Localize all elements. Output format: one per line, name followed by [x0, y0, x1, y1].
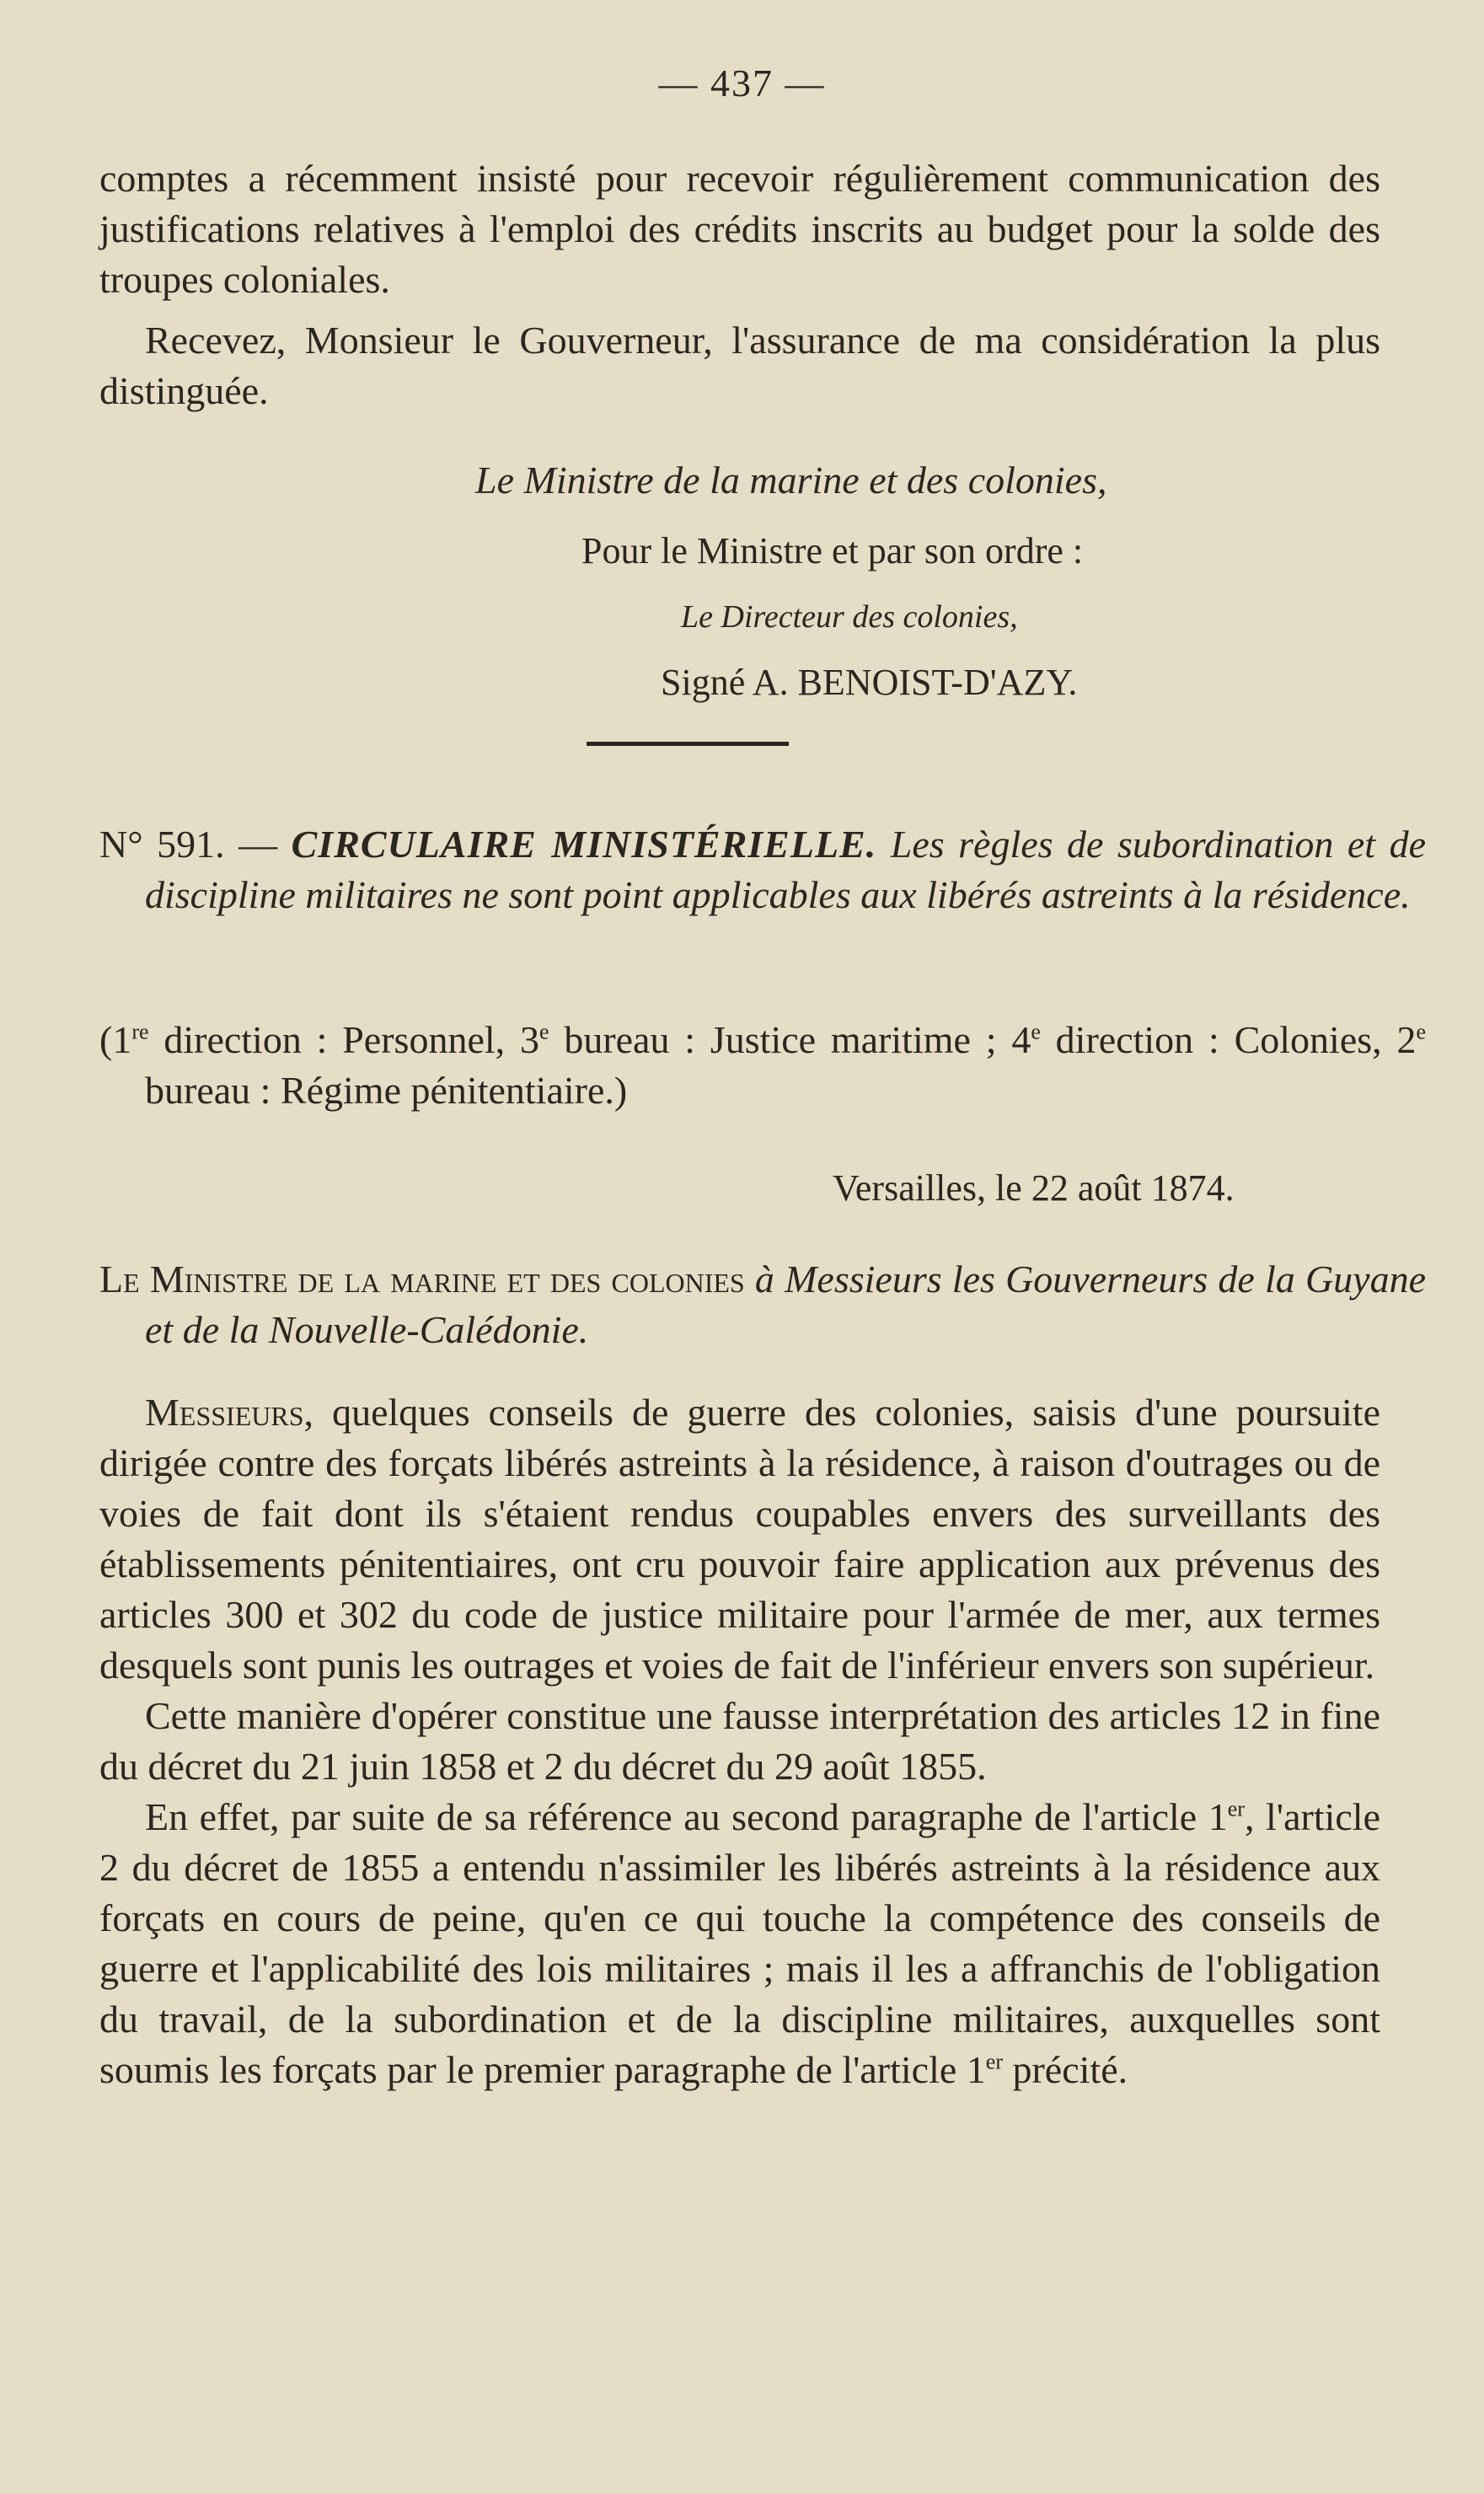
circular-number: N° 591. — — [99, 823, 278, 866]
address-line — [99, 1254, 1426, 1355]
signature-name: Signé A. BENOIST-D'AZY. — [661, 662, 1078, 703]
signature-minister: Le Ministre de la marine et des colonies, — [475, 459, 1107, 501]
place-date: Versailles, le 22 août 1874. — [833, 1167, 1235, 1209]
signature-order: Pour le Ministre et par son ordre : — [581, 530, 1084, 571]
circular-subject: Les règles de subordination et de discipline militaires ne sont point applicables aux libérés astreints à la résidence. — [145, 823, 1426, 916]
intro-text: comptes a récemment insisté pour recevoir régulièrement communication des justifications relatives à l'emploi des crédits inscrits au budget pour la solde des troupes coloniales. — [99, 157, 1380, 301]
body-paragraph-3: En effet, par suite de sa référence au second paragraphe de l'article 1er, l'article 2 du décret de 1855 a entendu n'assimiler les libérés astreints à la résidence aux forçats en cours de peine, qu'en ce qui touche la compétence des conseils de guerre et l'applicabilité des lois militaires ; mais il les a affranchis de l'obligation du travail, de la subordination et de la discipline militaires, auxquelles sont soumis les forçats par le premier paragraphe de l'article 1er précité. — [99, 1795, 1380, 2091]
body-paragraph-2: Cette manière d'opérer constitue une fausse interprétation des articles 12 in fine du décret du 21 juin 1858 et 2 du décret du 29 août 1855. — [99, 1694, 1380, 1788]
circular-directions: (1re direction : Personnel, 3e bureau : Justice maritime ; 4e direction : Colonies, 2e bureau : Régime pénitentiaire.) — [99, 1018, 1426, 1112]
signature-director: Le Directeur des colonies, — [681, 599, 1018, 635]
circular-heading — [99, 819, 1426, 920]
letter-body — [99, 1387, 1380, 2095]
addressee: à Messieurs les Gouverneurs de la Guyane et de la Nouvelle-Calédonie. — [145, 1258, 1427, 1351]
addressor: Le Ministre de la marine et des colonies — [99, 1258, 745, 1301]
section-divider — [587, 742, 789, 746]
closing-text: Recevez, Monsieur le Gouverneur, l'assurance de ma considération la plus distinguée. — [99, 319, 1380, 412]
intro-paragraph — [99, 153, 1380, 416]
circular-title: CIRCULAIRE MINISTÉRIELLE. — [291, 823, 877, 866]
body-paragraph-1: Messieurs, quelques conseils de guerre des colonies, saisis d'une poursuite dirigée contre des forçats libérés astreints à la résidence, à raison d'outrages ou de voies de fait dont ils s'étaient rendus coupables envers des surveillants des établissements pénitentiaires, ont cru pouvoir faire application aux prévenus des articles 300 et 302 du code de justice militaire pour l'armée de mer, aux termes desquels sont punis les outrages et voies de fait de l'inférieur envers son supérieur. — [99, 1391, 1380, 1687]
page-number: — 437 — — [658, 62, 826, 105]
